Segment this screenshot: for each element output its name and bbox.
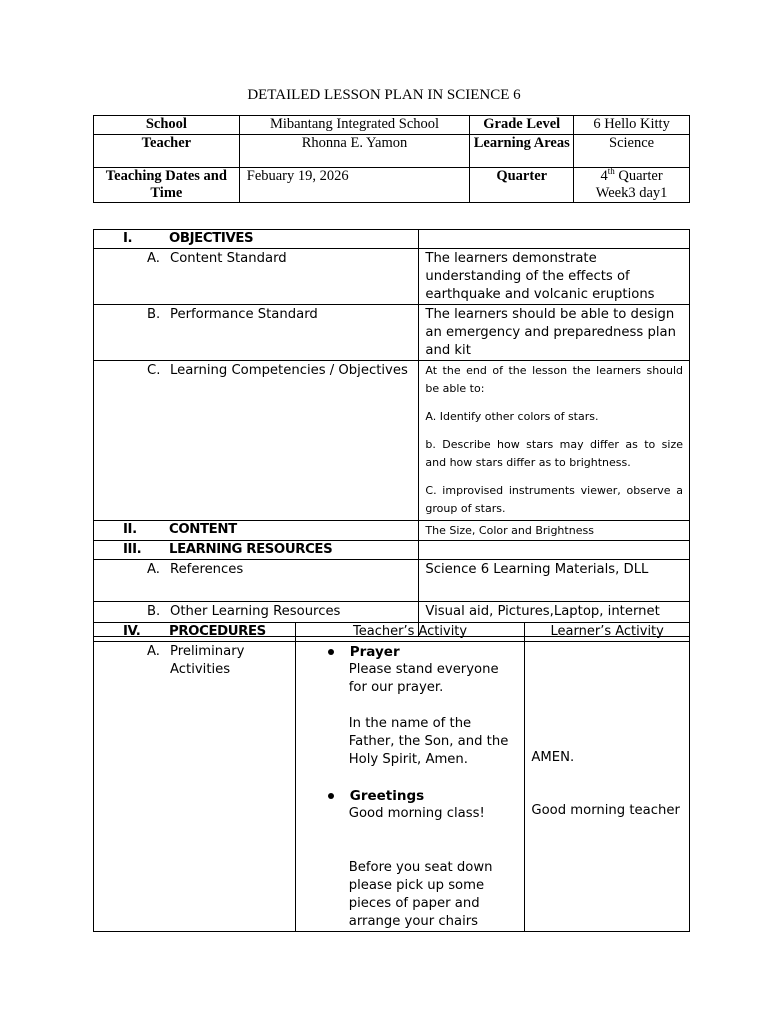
performance-standard-value: The learners should be able to design an emergency and preparedness plan and kit bbox=[419, 305, 690, 361]
performance-standard-label bbox=[94, 305, 419, 361]
section-title: LEARNING RESOURCES bbox=[169, 542, 333, 557]
learner-activity-cell bbox=[525, 642, 690, 932]
school-value: Mibantang Integrated School bbox=[239, 116, 470, 135]
preliminary-activities-label bbox=[94, 642, 296, 932]
grade-level-value: 6 Hello Kitty bbox=[574, 116, 690, 135]
content-heading bbox=[94, 521, 419, 541]
item-letter: A. bbox=[147, 562, 160, 577]
procedures-table bbox=[93, 622, 690, 932]
bullet-icon bbox=[328, 793, 334, 799]
references-value: Science 6 Learning Materials, DLL bbox=[419, 560, 690, 602]
greeting-text: Good morning class! bbox=[348, 806, 485, 821]
section-title: PROCEDURES bbox=[169, 624, 266, 639]
competency-item: A. Identify other colors of stars. bbox=[425, 410, 599, 423]
item-letter: C. bbox=[147, 363, 161, 378]
competency-item: C. improvised instruments viewer, observe a group of stars. bbox=[425, 484, 683, 515]
content-standard-value: The learners demonstrate understanding of the effects of earthquake and volcanic eruptions bbox=[419, 249, 690, 305]
procedures-heading bbox=[94, 623, 296, 642]
section-number: III. bbox=[123, 542, 142, 557]
objectives-table bbox=[93, 229, 690, 637]
teacher-activity-cell bbox=[295, 642, 525, 932]
lesson-info-table bbox=[93, 115, 690, 203]
references-label bbox=[94, 560, 419, 602]
grade-level-label: Grade Level bbox=[470, 116, 574, 135]
seating-instruction: Before you seat down please pick up some pieces of paper and arrange your chairs bbox=[348, 860, 493, 929]
content-value: The Size, Color and Brightness bbox=[419, 521, 690, 541]
item-label: Preliminary bbox=[170, 644, 245, 659]
quarter-suffix: th bbox=[607, 166, 615, 177]
item-letter: A. bbox=[147, 251, 160, 266]
item-label: Activities bbox=[170, 662, 231, 677]
content-standard-label bbox=[94, 249, 419, 305]
teacher-value: Rhonna E. Yamon bbox=[239, 135, 470, 168]
item-letter: B. bbox=[147, 604, 161, 619]
section-number: I. bbox=[123, 231, 133, 246]
quarter-word: Quarter bbox=[614, 168, 663, 184]
item-label: Content Standard bbox=[170, 251, 287, 266]
bullet-icon bbox=[328, 649, 334, 655]
quarter-label: Quarter bbox=[470, 168, 574, 203]
item-letter: A. bbox=[147, 644, 160, 659]
learning-competencies-label bbox=[94, 361, 419, 521]
competency-item: b. Describe how stars may differ as to size and how stars differ as to brightness. bbox=[425, 438, 683, 469]
item-label: Learning Competencies / Objectives bbox=[170, 363, 408, 378]
learner-activity-header: Learner’s Activity bbox=[525, 623, 690, 642]
greetings-title: Greetings bbox=[349, 788, 425, 804]
prayer-text: In the name of the Father, the Son, and the Holy Spirit, Amen. bbox=[348, 716, 509, 767]
teaching-dates-value: Febuary 19, 2026 bbox=[239, 168, 470, 203]
school-label: School bbox=[94, 116, 240, 135]
item-label: Performance Standard bbox=[170, 307, 318, 322]
section-number: IV. bbox=[123, 624, 141, 639]
prayer-response: AMEN. bbox=[531, 750, 575, 765]
teaching-dates-label: Teaching Dates and Time bbox=[94, 168, 240, 203]
empty-cell bbox=[419, 541, 690, 560]
learning-areas-value: Science bbox=[574, 135, 690, 168]
learning-competencies-value bbox=[419, 361, 690, 521]
section-number: II. bbox=[123, 522, 137, 537]
competencies-intro: At the end of the lesson the learners should be able to: bbox=[425, 364, 683, 395]
empty-cell bbox=[419, 230, 690, 249]
section-title: CONTENT bbox=[169, 522, 237, 537]
quarter-value bbox=[574, 168, 690, 203]
prayer-instruction: Please stand everyone for our prayer. bbox=[348, 662, 499, 695]
item-label: Other Learning Resources bbox=[170, 604, 341, 619]
greetings-bullet bbox=[296, 787, 517, 805]
quarter-number: 4 bbox=[600, 168, 608, 184]
teacher-label: Teacher bbox=[94, 135, 240, 168]
other-resources-value: Visual aid, Pictures,Laptop, internet bbox=[419, 602, 690, 637]
item-label: References bbox=[170, 562, 244, 577]
item-letter: B. bbox=[147, 307, 161, 322]
quarter-week: Week3 day1 bbox=[595, 185, 668, 201]
prayer-title: Prayer bbox=[349, 644, 400, 660]
greeting-response: Good morning teacher bbox=[531, 803, 680, 818]
prayer-bullet bbox=[296, 643, 517, 661]
learning-resources-heading bbox=[94, 541, 419, 560]
teacher-activity-header: Teacher’s Activity bbox=[295, 623, 525, 642]
document-title: DETAILED LESSON PLAN IN SCIENCE 6 bbox=[247, 87, 521, 103]
section-title: OBJECTIVES bbox=[169, 231, 254, 246]
objectives-heading bbox=[94, 230, 419, 249]
learning-areas-label: Learning Areas bbox=[470, 135, 574, 168]
